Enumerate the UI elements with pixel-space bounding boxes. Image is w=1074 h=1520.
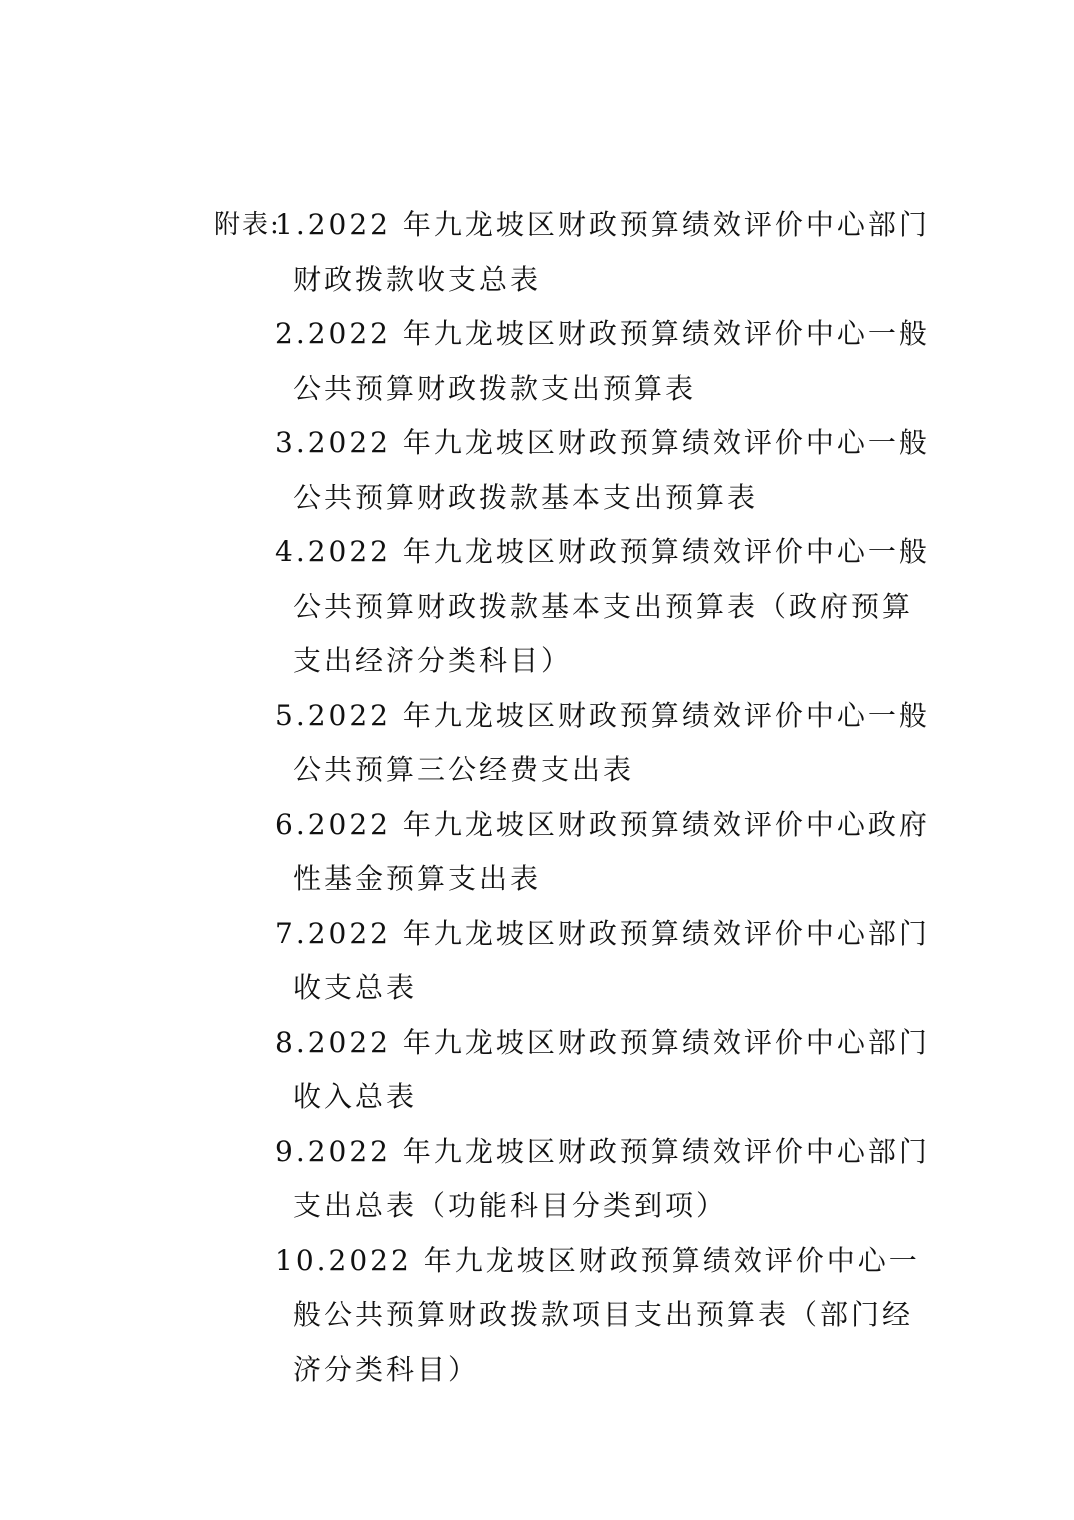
list-item — [275, 689, 933, 798]
list-item-text: 9.2022 年九龙坡区财政预算绩效评价中心部门支出总表（功能科目分类到项） — [275, 1134, 930, 1222]
list-item-text: 4.2022 年九龙坡区财政预算绩效评价中心一般公共预算财政拨款基本支出预算表（政府预算支出经济分类科目） — [275, 535, 930, 677]
attachment-label: 附表: — [214, 210, 281, 240]
list-item-text: 7.2022 年九龙坡区财政预算绩效评价中心部门收支总表 — [275, 916, 930, 1004]
list-item — [275, 907, 933, 1016]
list-item — [275, 416, 933, 525]
list-item — [275, 798, 933, 907]
list-item — [275, 307, 933, 416]
list-item-text: 8.2022 年九龙坡区财政预算绩效评价中心部门收入总表 — [275, 1025, 930, 1113]
list-item — [275, 525, 933, 689]
list-item-text: 5.2022 年九龙坡区财政预算绩效评价中心一般公共预算三公经费支出表 — [275, 698, 930, 786]
list-item-text: 10.2022 年九龙坡区财政预算绩效评价中心一般公共预算财政拨款项目支出预算表（部门经济分类科目） — [275, 1243, 920, 1386]
list-item-text: 3.2022 年九龙坡区财政预算绩效评价中心一般公共预算财政拨款基本支出预算表 — [275, 426, 930, 514]
list-item — [275, 1125, 933, 1234]
list-item-text: 6.2022 年九龙坡区财政预算绩效评价中心政府性基金预算支出表 — [275, 807, 930, 895]
list-item — [275, 1234, 933, 1398]
list-item — [275, 198, 933, 307]
list-item — [275, 1016, 933, 1125]
list-item-text: 1.2022 年九龙坡区财政预算绩效评价中心部门财政拨款收支总表 — [275, 208, 930, 296]
list-item-text: 2.2022 年九龙坡区财政预算绩效评价中心一般公共预算财政拨款支出预算表 — [275, 317, 930, 405]
attachment-list — [275, 198, 933, 1397]
